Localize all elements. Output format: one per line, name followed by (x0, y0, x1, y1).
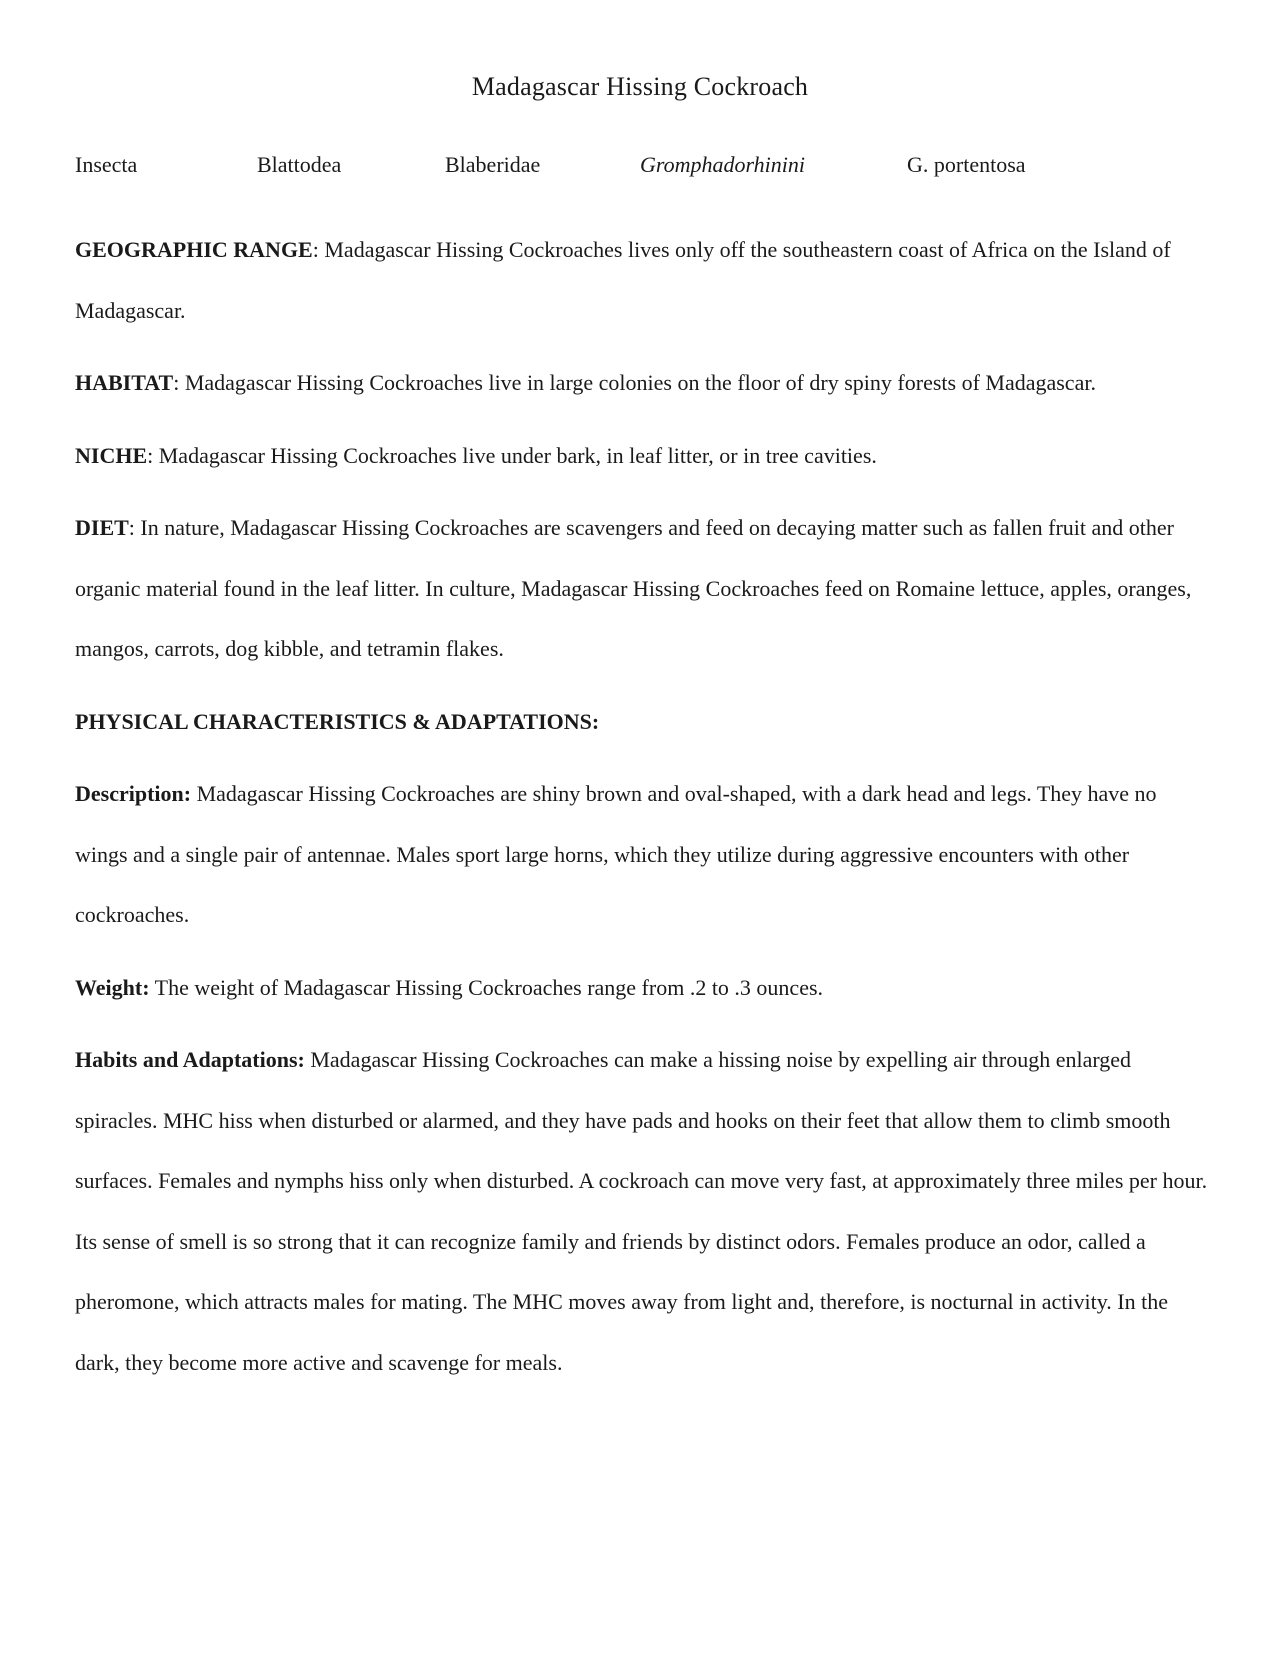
geographic-range-text: : Madagascar Hissing Cockroaches lives only off the southeastern coast of Africa on the Island of Madagascar. (75, 237, 1171, 323)
diet-paragraph (75, 498, 1213, 680)
weight-label: Weight: (75, 974, 150, 1000)
habitat-paragraph (75, 353, 1213, 414)
taxonomy-row (75, 152, 1205, 184)
niche-text: : Madagascar Hissing Cockroaches live under bark, in leaf litter, or in tree cavities. (147, 442, 877, 468)
geographic-range-label: GEOGRAPHIC RANGE (75, 237, 313, 262)
habits-text: Madagascar Hissing Cockroaches can make a hissing noise by expelling air through enlarged spiracles. MHC hiss when disturbed or alarmed, and they have pads and hooks on their feet that allow them to climb smooth surfaces. Females and nymphs hiss only when disturbed. A cockroach can move very fast, at approximately three miles per hour. Its sense of smell is so strong that it can recognize family and friends by distinct odors. Females produce an odor, called a pheromone, which attracts males for mating. The MHC moves away from light and, therefore, is nocturnal in activity. In the dark, they become more active and scavenge for meals. (75, 1047, 1208, 1375)
physical-characteristics-heading: PHYSICAL CHARACTERISTICS & ADAPTATIONS: (75, 708, 600, 734)
habits-paragraph (75, 1030, 1213, 1393)
niche-label: NICHE (75, 442, 148, 468)
description-paragraph (75, 764, 1213, 946)
taxon-species: G. portentosa (907, 152, 1026, 177)
weight-text: The weight of Madagascar Hissing Cockroaches range from .2 to .3 ounces. (149, 974, 824, 1000)
taxon-family: Blaberidae (445, 152, 541, 177)
description-text: Madagascar Hissing Cockroaches are shiny brown and oval-shaped, with a dark head and legs. They have no wings and a single pair of antennae. Males sport large horns, which they utilize during aggressive encounters with other cockroaches. (75, 781, 1157, 927)
document-title: Madagascar Hissing Cockroach (471, 72, 809, 101)
geographic-range-paragraph (75, 220, 1213, 341)
description-label: Description: (75, 781, 192, 806)
niche-paragraph (75, 426, 1213, 487)
habitat-label: HABITAT (75, 370, 174, 395)
taxon-class: Insecta (75, 152, 138, 177)
document-body (75, 220, 1213, 1405)
diet-text: : In nature, Madagascar Hissing Cockroaches are scavengers and feed on decaying matter such as fallen fruit and other organic material found in the leaf litter. In culture, Madagascar Hissing Cockroaches feed on Romaine lettuce, apples, oranges, mangos, carrots, dog kibble, and tetramin flakes. (75, 515, 1192, 661)
habits-label: Habits and Adaptations: (75, 1047, 305, 1072)
taxon-order: Blattodea (257, 152, 342, 177)
weight-paragraph (75, 958, 1213, 1019)
habitat-text: : Madagascar Hissing Cockroaches live in large colonies on the floor of dry spiny forests of Madagascar. (173, 370, 1096, 395)
diet-label: DIET (75, 515, 129, 540)
taxon-tribe: Gromphadorhinini (640, 152, 806, 177)
